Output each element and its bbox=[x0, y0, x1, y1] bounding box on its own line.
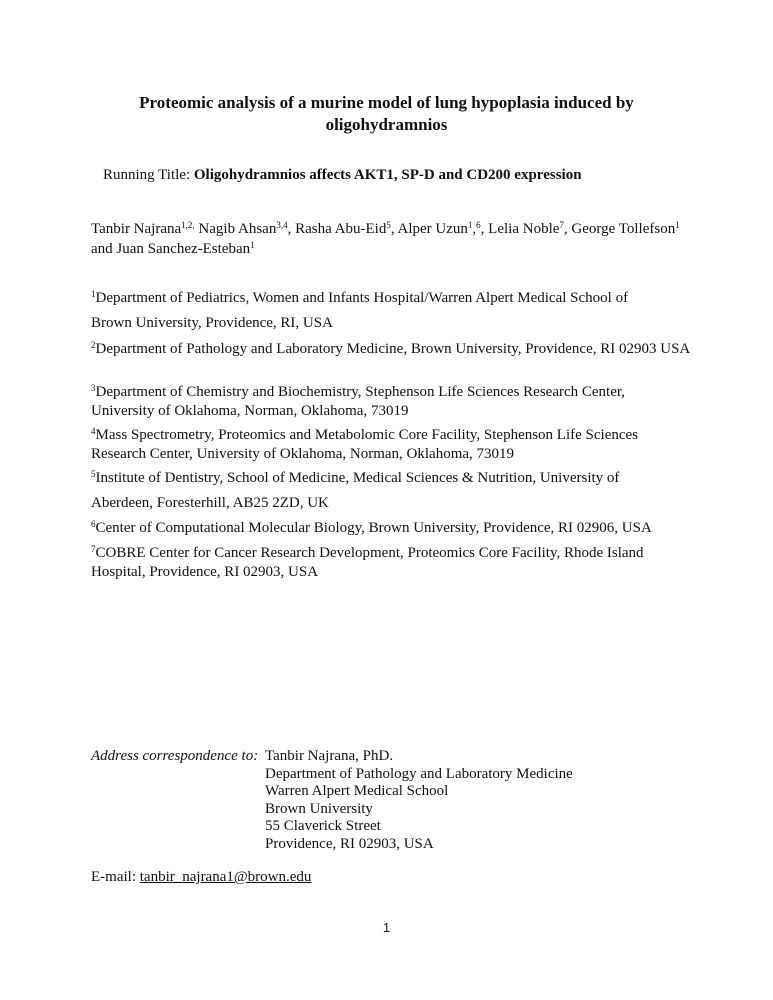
author-list bbox=[91, 219, 691, 259]
email-label: E-mail: bbox=[91, 869, 140, 885]
address-line: Providence, RI 02903, USA bbox=[265, 835, 434, 852]
affiliation-5: $^5$Institute of Dentistry, School of Medicine, Medical Sciences & Nutrition, University of Aberdeen, Foresterhill, AB25 2ZD, UK bbox=[91, 469, 620, 511]
author: Alper Uzun$^1$, bbox=[397, 220, 477, 237]
address-line: Brown University bbox=[265, 800, 373, 817]
page-number: 1 bbox=[382, 920, 391, 935]
author: George Tollefson$^1$ and bbox=[91, 220, 680, 257]
author: Tanbir Najrana$^{1,2,}$ bbox=[91, 220, 195, 237]
paper-title: Proteomic analysis of a murine model of lung hypoplasia induced by oligohydramnios bbox=[139, 93, 634, 134]
correspondence-label: Address correspondence to: bbox=[91, 748, 259, 764]
affiliation-1: $^1$Department of Pediatrics, Women and Infants Hospital/Warren Alpert Medical School of Brown University, Providence, RI, USA bbox=[91, 289, 629, 331]
affiliation-3: $^3$Department of Chemistry and Biochemistry, Stephenson Life Sciences Research Center, University of Oklahoma, Norman, Oklahoma, 73019 bbox=[91, 383, 626, 419]
email-link[interactable]: tanbir_najrana1@brown.edu bbox=[139, 869, 312, 885]
address-line: 55 Claverick Street bbox=[265, 818, 381, 835]
address-line: Tanbir Najrana, PhD. bbox=[265, 748, 394, 764]
correspondence-address bbox=[265, 748, 573, 854]
author: $^6$, bbox=[476, 220, 489, 237]
running-title-label: Running Title: bbox=[103, 167, 194, 183]
running-title-text: Oligohydramnios affects AKT1, SP-D and CD200 expression bbox=[193, 167, 582, 183]
author: Lelia Noble$^7$, bbox=[488, 220, 572, 237]
author: Juan Sanchez-Esteban$^1$ bbox=[116, 240, 255, 257]
affiliation-4: $^4$Mass Spectrometry, Proteomics and Metabolomic Core Facility, Stephenson Life Sciences Research Center, University of Oklahoma, Norman, Oklahoma, 73019 bbox=[91, 426, 639, 462]
running-title bbox=[103, 167, 582, 184]
address-line: Department of Pathology and Laboratory Medicine bbox=[265, 765, 573, 782]
address-line: Warren Alpert Medical School bbox=[265, 783, 449, 800]
author: Rasha Abu-Eid$^5$, bbox=[295, 220, 398, 237]
affiliation-6: $^6$Center of Computational Molecular Biology, Brown University, Providence, RI 02906, USA bbox=[91, 519, 652, 536]
author: Nagib Ahsan$^{3,4}$, bbox=[198, 220, 296, 237]
email-line bbox=[91, 869, 311, 886]
affiliation-7: $^7$COBRE Center for Cancer Research Development, Proteomics Core Facility, Rhode Island Hospital, Providence, RI 02903, USA bbox=[91, 544, 644, 580]
affiliation-2: $^2$Department of Pathology and Laboratory Medicine, Brown University, Providence, RI 02903 USA bbox=[91, 340, 691, 357]
